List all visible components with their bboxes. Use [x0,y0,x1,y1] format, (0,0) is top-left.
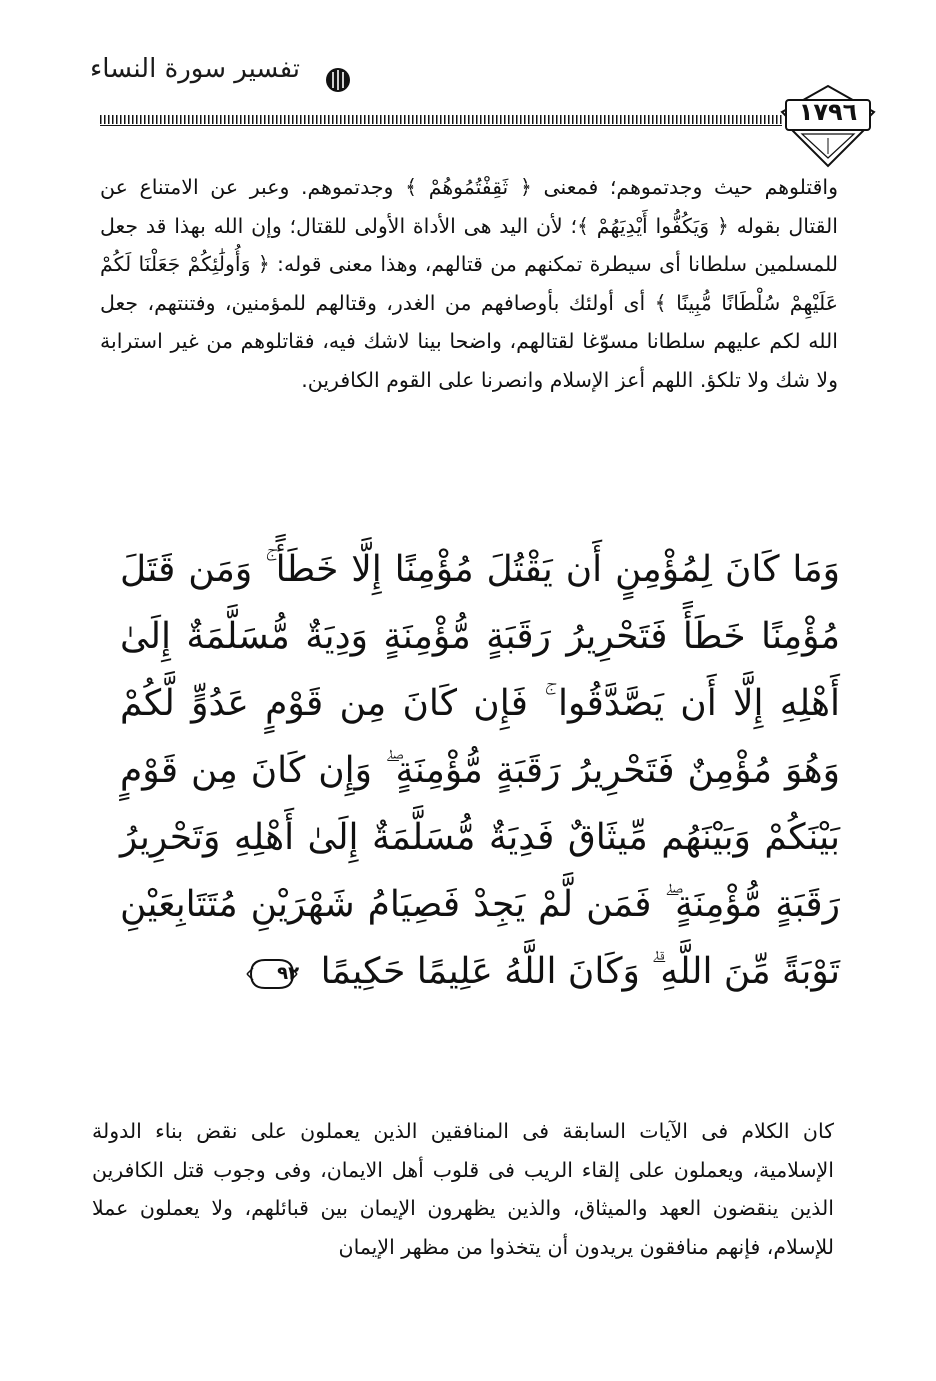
header-rule [100,115,782,124]
page-number-badge [778,82,878,172]
commentary-paragraph-top: واقتلوهم حيث وجدتموهم؛ فمعنى ﴿ ثَقِفْتُمُوهُمْ ﴾ وجدتموهم. وعبر عن الامتناع عن القتال بقوله ﴿ وَيَكُفُّوا أَيْدِيَهُمْ ﴾؛ لأن اليد هى الأداة الأولى للقتال؛ وإن الله بهذا قد جعل للمسلمين سلطانا أى سيطرة تمكنهم من قتالهم، وهذا معنى قوله: ﴿ وَأُولَٰئِكُمْ جَعَلْنَا لَكُمْ عَلَيْهِمْ سُلْطَانًا مُّبِينًا ﴾ أى أولئك بأوصافهم من الغدر، وقتالهم للمؤمنين، وفتنتهم، جعل الله لكم عليهم سلطانا مسوّغا لقتالهم، واضحا بينا لاشك فيه، فقاتلوهم من غير استرابة ولا شك ولا تلكؤ. اللهم أعز الإسلام وانصرنا على القوم الكافرين. [100,175,838,392]
running-title: تفسير سورة النساء [89,54,301,84]
header-rule-line [100,125,782,126]
quran-verse [120,536,840,1005]
ornament-icon [324,66,352,94]
verse-text: وَمَا كَانَ لِمُؤْمِنٍ أَن يَقْتُلَ مُؤْمِنًا إِلَّا خَطَأً ۚ وَمَن قَتَلَ مُؤْمِنًا خَطَأً فَتَحْرِيرُ رَقَبَةٍ مُّؤْمِنَةٍ وَدِيَةٌ مُّسَلَّمَةٌ إِلَىٰ أَهْلِهِ إِلَّا أَن يَصَّدَّقُوا ۚ فَإِن كَانَ مِن قَوْمٍ عَدُوٍّ لَّكُمْ وَهُوَ مُؤْمِنٌ فَتَحْرِيرُ رَقَبَةٍ مُّؤْمِنَةٍ ۖ وَإِن كَانَ مِن قَوْمٍ بَيْنَكُمْ وَبَيْنَهُم مِّيثَاقٌ فَدِيَةٌ مُّسَلَّمَةٌ إِلَىٰ أَهْلِهِ وَتَحْرِيرُ رَقَبَةٍ مُّؤْمِنَةٍ ۖ فَمَن لَّمْ يَجِدْ فَصِيَامُ شَهْرَيْنِ مُتَتَابِعَيْنِ تَوْبَةً مِّنَ اللَّهِ ۗ وَكَانَ اللَّهُ عَلِيمًا حَكِيمًا [120,549,840,992]
verse-number: ٩٢ [277,963,300,984]
commentary-paragraph-bottom: كان الكلام فى الآيات السابقة فى المنافقين الذين يعملون على نقض بناء الدولة الإسلامية، ويعملون على إلقاء الريب فى قلوب أهل الايمان، وفى وجوب قتل الكافرين الذين ينقضون العهد والميثاق، والذين يظهرون الإيمان بين قبائلهم، ولا يعملون عملا للإسلام، فإنهم منافقون يريدون أن يتخذوا من مظهر الإيمان [92,1119,834,1259]
page-number: ١٧٩٦ [798,98,858,126]
verse-number-marker [245,954,299,994]
